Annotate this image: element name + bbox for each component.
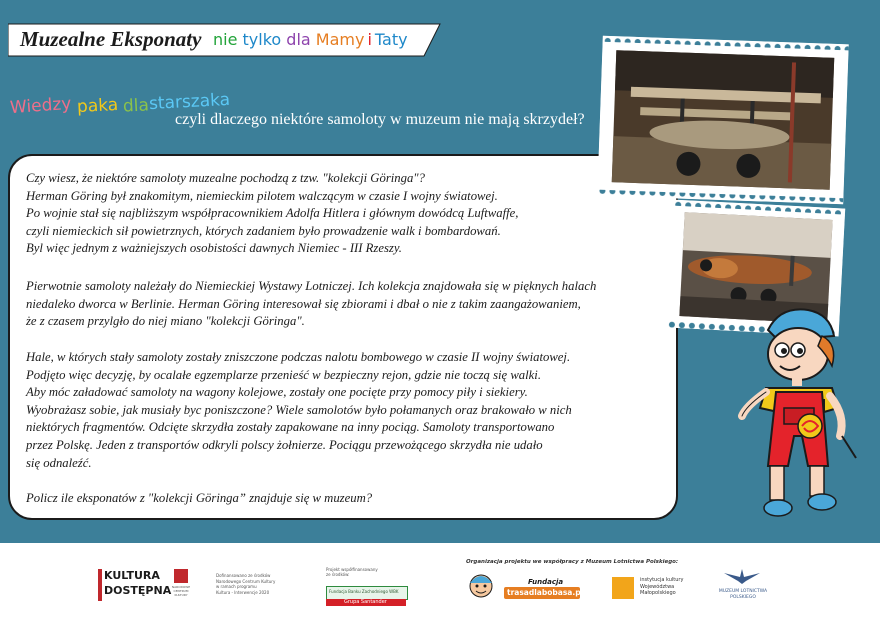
tagline [213, 30, 408, 49]
tagline-word: Taty [374, 30, 408, 49]
museum-label: MUZEUM LOTNICTWA POLSKIEGO [718, 589, 768, 600]
tagline-word: tylko [242, 30, 282, 49]
santander-logo-bottom [326, 599, 406, 606]
tagline-word: i [367, 30, 372, 49]
kid-title-word: starszaka [148, 89, 231, 115]
kultura-dostepna-logo [98, 569, 172, 601]
header-banner [8, 22, 438, 56]
footer-logos [0, 543, 880, 622]
nck-logo [168, 569, 194, 603]
cofinanced-label: Projekt współfinansowany ze środków: [326, 567, 378, 577]
paragraph: Pierwotnie samoloty należały do Niemieckiej Wystawy Lotniczej. Ich kolekcja znajdowała się w pięknych halach niedaleko dworca w Berlinie. Herman Göring interesował się zbiorami i dbał o nie z takim zaangażowaniem, że z czasem przylgło do niej miano "kolekcji Göringa". [26, 279, 597, 329]
kid-title-word: paka [76, 94, 119, 118]
nck-emblem-icon [174, 569, 188, 583]
tagline-word: Mamy [315, 30, 365, 49]
kid-title-word: Wiedzy [9, 93, 73, 119]
tagline-word: dla [286, 30, 311, 49]
paragraph: Hale, w których stały samoloty zostały zniszczone podczas nalotu bombowego w czasie II wojny światowej. Podjęto więc decyzję, by ocalałe egzemplarze przenieść w bezpieczny rejon, gdzie nie toczą się walki. Aby móc załadować samoloty na wagony kolejowe, zostały one pocięte przy pomocy piły i siekiery. Wyobrażasz sobie, jak musiały byc poniszczone? Wiele samolotów było połamanych oraz brakowało w nich niektórych fragmentów. Odcięte skrzydła zostały zapakowane na inny pociąg. Samoloty transportowano przez Polskę. Jeden z transportów odkryli polscy żołnierze. Pociągu przewożącego skrzydła nie udało się odnaleźć. [26, 350, 572, 470]
mascot-kid-illustration [738, 296, 868, 528]
fundacja-badge [504, 587, 584, 599]
content-card [8, 154, 678, 520]
fundacja-name: trasadlabobasa.pl [507, 588, 584, 597]
santander-logo-top [326, 586, 408, 600]
kultura-logo-line1: KULTURA [104, 569, 160, 582]
paragraph: Policz ile eksponatów z "kolekcji Göringa” znajduje się w muzeum? [26, 491, 373, 505]
kid-title-word: dla [122, 95, 150, 117]
organization-note: Organizacja projektu we współpracy z Muzeum Lotnictwa Polskiego: [466, 559, 679, 565]
malopolska-label: instytucja kultury Województwa Małopolskiego [640, 577, 684, 596]
aircraft-photo-1 [597, 36, 848, 204]
page-title: Muzealne Eksponaty [20, 27, 202, 51]
section-subtitle: czyli dlaczego niektóre samoloty w muzeum nie mają skrzydeł? [175, 111, 585, 128]
paragraph: Czy wiesz, że niektóre samoloty muzealne pochodzą z tzw. "kolekcji Göringa"? Herman Göring był znakomitym, niemieckim pilotem walczącym w czasie I wojny światowej. Po wojnie stał się najbliższym współpracownikiem Adolfa Hitlera i głównym dowódcą Luftwaffe, czyli niemieckich sił powietrznych, których zadaniem było prowadzenie walk i bombardowań. Byl więc jednym z ważniejszych osobistości dawnych Niemiec - III Rzeszy. [26, 171, 519, 256]
fundacja-mascot-icon [466, 571, 496, 603]
santander-line1: Fundacja Banku Zachodniego WBK [329, 589, 399, 594]
santander-line2: Grupa Santander [344, 599, 387, 605]
logo-bar [98, 569, 102, 601]
malopolska-emblem-icon [612, 577, 634, 599]
kultura-logo-line2: DOSTĘPNA [104, 584, 172, 597]
nck-label: NARODOWE CENTRUM KULTURY [171, 585, 191, 597]
museum-eagle-icon [722, 565, 762, 585]
tagline-word: nie [213, 30, 238, 49]
fundacja-label: Fundacja [528, 578, 564, 586]
funding-note: Dofinansowano ze środków Narodowego Centrum Kultury w ramach programu Kultura - Interwencje 2020 [216, 573, 276, 595]
